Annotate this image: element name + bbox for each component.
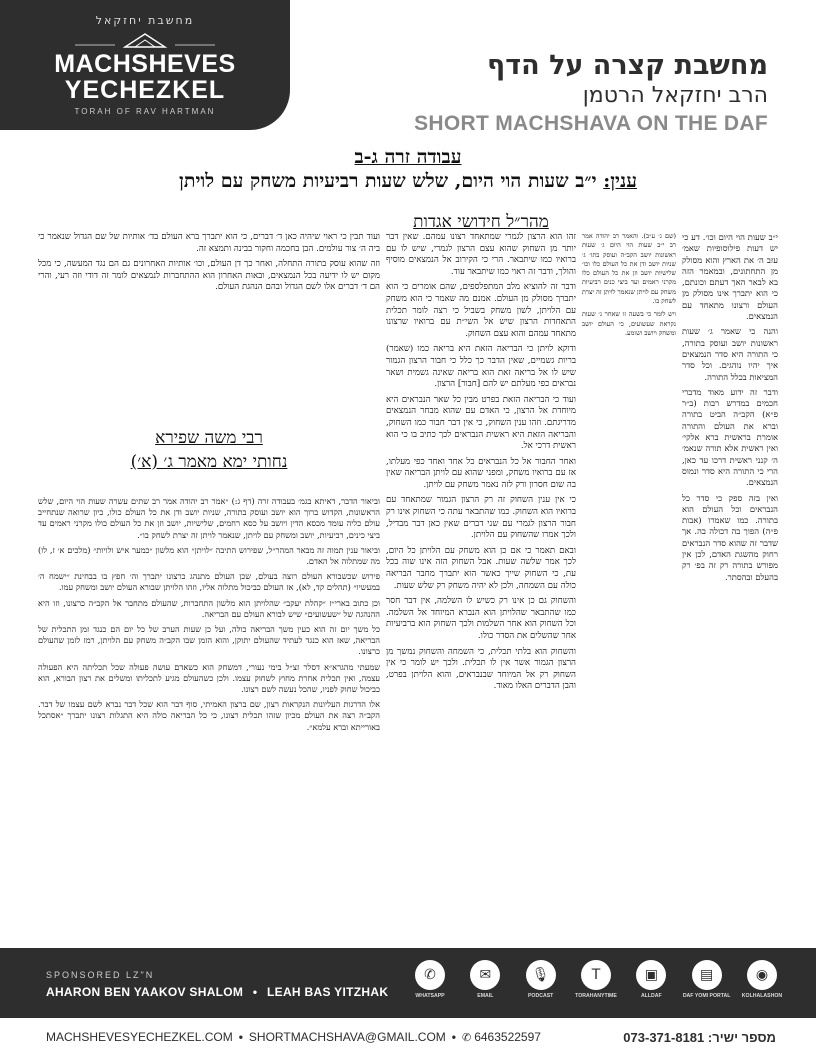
topic-text: י״ב שעות הוי היום, שלש שעות רביעיות משחק עם לויתן bbox=[179, 170, 597, 192]
icon-label: KOLHALASHON bbox=[741, 993, 783, 999]
phone-us[interactable]: 6463522597 bbox=[474, 1030, 541, 1044]
logo-tagline: TORAH OF RAV HARTMAN bbox=[74, 107, 216, 116]
paragraph: שמעתי מהגרא״א דסלר זצ״ל בימי נעורי, דמשחק הוא כשאדם עושה פעולה שכל תכליתה היא הפעולה עצמה, ואין תכלית אחרת מחוץ לשחוק עצמו. ולכן כשהעולם מגיע לתכליתו ומשלים את רצון הבורא, הוא כביכול שחוק לפניו, שהכל נעשה לשם רצונו. bbox=[38, 661, 380, 695]
icon-label: EMAIL bbox=[477, 993, 494, 999]
rmoshe-heading bbox=[38, 426, 380, 474]
logo-yechezkel: YECHEZKEL bbox=[64, 76, 226, 104]
paragraph: והשחוק הוא בלתי תכלית, כי השמחה והשחוק נמשך מן הרצון הגמור אשר אין לו תכלית. ולכך יש לומר כי אין השחוק רק אל המיוחד שבנבראים, והוא הלויתן בפרט, והבן הדברים האלו מאוד. bbox=[386, 646, 576, 692]
daf-yomi-portal-icon: ▤ bbox=[692, 960, 722, 990]
podcast-link[interactable] bbox=[521, 960, 561, 1012]
paragraph: כל משך יום זה הוא כעין משך הבריאה כולה, ועל כן שעות הערב של כל יום הם כנגד זמן התכלית של הבריאה, שאז הוא כנגד לעתיד שהעולם יתוקן, והוא הזמן שבו הקב״ה משחק עם הלויתן, רמז לזמן שהעולם כרצונו. bbox=[38, 624, 380, 657]
kolhalashon-icon: ◉ bbox=[747, 960, 777, 990]
icon-label: WHATSAPP bbox=[415, 993, 445, 999]
sponsor-separator: • bbox=[252, 985, 258, 999]
kolhalashon-link[interactable] bbox=[742, 960, 782, 1012]
paragraph: (שם ג׳ ע״ב). והאמר רב יהודה אמר רב י״ב שעות הוי היום ג׳ שעות ראשונות יושב הקב״ה ועוסק בתו׳ ג׳ שניות יושב ודן את כל העולם כלו וכו׳ שלישיות יושב וזן את כל העולם כלו מקרני ראמים ועד ביצי כנים רביעיות משחק עם לויתן שנאמר לויתן זה יצרת לשחק בו. bbox=[582, 232, 676, 306]
alldaf-icon: ▣ bbox=[636, 960, 666, 990]
paragraph: ובאם תאמר כי אם כן הוא משחק עם הלויתן כל היום, לכך אמר שלשה שעות. אבל השחוק הזה אינו שוה בכל עת, כי השחוק שייך כאשר הוא יתברך מחבר הבריאה כולה עם השמחה, ולכן לא יהיה משחק רק שלש שעות. bbox=[386, 545, 576, 591]
email-icon: ✉ bbox=[470, 960, 500, 990]
right-column bbox=[682, 232, 778, 940]
icon-label: DAF YOMI PORTAL bbox=[682, 993, 731, 999]
maharal-heading: מהר״ל חידושי אגדות bbox=[413, 212, 549, 232]
logo-block bbox=[0, 0, 290, 130]
website-link[interactable]: MACHSHEVESYECHEZKEL.COM bbox=[46, 1030, 233, 1044]
paragraph: והנה כי שאמר ג׳ שעות ראשונות יושב ועוסק בתורה, כי התורה היא סדר הנמצאים איך יהיו נוהגים. וכל סדר המציאות בכלל התורה. bbox=[682, 326, 778, 382]
paragraph: וכן כתוב בארי״ז ״קהלת יעקב״ שהלויתן הוא מלשון התחברות, שהעולם מתחבר אל הקב״ה כרצונו, וזו היא ההנהגה של ״שעשועים״ שיש לבורא העולם עם הבריאה. bbox=[38, 597, 380, 619]
left-bottom-column bbox=[38, 496, 380, 940]
paragraph: ודבר זה ידוע מאוד מדברי חכמים במדרש רבות (ב״ר פ״א) הקב״ה הביט בתורה וברא את העולם והתורה אומרת בראשית ברא אלקי׳ ואין ראשית אלא תורה שנאמ׳ ה׳ קנני ראשית דרכו עד כאן, הרי כי התורה היא סדר ונמוס הנמצאים. bbox=[682, 386, 778, 488]
rav-name-hebrew: הרב יחזקאל הרטמן bbox=[582, 83, 768, 108]
paragraph: ועוד כי הבריאה הזאת בפרט מבין כל שאר הנבראים היא מיוחדת אל הרצון, כי האדם עם שהוא מבחר הנמצאים מדריגתם. וזהו ענין השחוק, כי אין דבר חבור כמו השחוק, והבריאה הזאת היא ראשית הנבראים לכך כתיב בו כי הוא ראשית דרכי אל. bbox=[386, 394, 576, 452]
podcast-icon: 🎙 bbox=[526, 960, 556, 990]
topic-label: ענין: bbox=[603, 170, 637, 192]
margin-column bbox=[582, 232, 676, 592]
paragraph: והשחוק גם כן אינו רק כשיש לו השלמה, אין דבר חסר כמו שהתבאר שהלויתן הוא הנברא המיוחד אל השלמה. וכל השחוק הוא אחר השלמות ולכך השחוק הוא ברביעיות אחר שהשלים את הסדר כולו. bbox=[386, 596, 576, 641]
paragraph: ויש לומר כי בשעה זו שאחר ג׳ שעות נקראת שעשועים, כי העולם יושב ומשחק ויושב ושומע. bbox=[582, 310, 676, 337]
phone-israel[interactable]: 073-371-8181 bbox=[623, 1029, 705, 1045]
phone-israel-label: מספר ישיר: bbox=[707, 1029, 776, 1045]
contact-separator: • bbox=[451, 1030, 456, 1044]
paragraph: אלו הדרגות העליונות הנקראות רצון, שם ברצון האמיתי, סוף דבר הוא שכל דבר נברא לשם עצמו של דבר. הקב״ה רצה את העולם מכיון שזהו תכלית רצונו, כי כל הבריאה כולה היא התגלות רצונו יתברך ״אסתכל באורייתא וברא עלמא״. bbox=[38, 699, 380, 732]
whatsapp-link[interactable] bbox=[410, 960, 450, 1012]
alldaf-link[interactable] bbox=[631, 960, 671, 1012]
logo-emblem-icon bbox=[70, 31, 220, 49]
sponsor-name-1: AHARON BEN YAAKOV SHALOM bbox=[46, 985, 244, 999]
sponsor-label: SPONSORED LZ"N bbox=[46, 970, 155, 980]
logo-hebrew-text: מחשבת יחזקאל bbox=[95, 14, 195, 27]
contact-bar bbox=[0, 1018, 816, 1056]
title-block bbox=[414, 50, 768, 138]
paragraph: ואחר החבור אל כל הנבראים כל אחד ואחד כפי מעלתו, אז עם ברואיו משחק, ומפני שהוא עם לויתן הבריאה שאין בה שום חסרון ורק לזה נאמר משחק עם לויתן. bbox=[386, 456, 576, 490]
email-link[interactable] bbox=[465, 960, 505, 1012]
paragraph: פירוש שכשבורא העולם רוצה בעולם, שכן העולם מתנהג כרצונו יתברך וה׳ חפץ בו בבחינת ״ישמח ה׳ במעשיו״ (תהלים קד, לא), אז העולם כביכול מתלוה אליו, וזהו הלויתן שבורא העולם יושב ומשחק עמו. bbox=[38, 571, 380, 593]
title-hebrew: מחשבת קצרה על הדף bbox=[487, 50, 768, 81]
icon-label: ALLDAF bbox=[640, 993, 662, 999]
paragraph: וביאור הדבר, דאיתא בגמ׳ בעבודה זרה (דף ג:) ״אמר רב יהודה אמר רב שתים עשרה שעות הוי היום, שלש הראשונות, הקדוש ברוך הוא יושב ועוסק בתורה, שניות יושב ודן את כל העולם כולו, כיון שרואה שנתחייב עולם כליה עומד מכסא הדין ויושב על כסא רחמים, שלישיות, יושב וזן את כל העולם כולו מקרני ראמים עד ביצי כינים, רביעיות, יושב ומשחק עם לויתן, שנאמר לויתן זה יצרת לשחק בו״. bbox=[38, 496, 380, 540]
sponsor-names bbox=[46, 985, 388, 999]
phone-israel-block bbox=[623, 1030, 776, 1045]
paragraph: וביאור ענין תמוה זה מבאר המהר״ל, שפירוש התיבה ״לויתן״ הוא מלשון ״כמער איש ולויות״ (מלכים א׳ ז, לו) מה שמתלוה אל האדם. bbox=[38, 544, 380, 567]
logo-machsheves: MACHSHEVES bbox=[54, 50, 236, 78]
icon-label: PODCAST bbox=[527, 993, 554, 999]
sponsor-name-2: LEAH BAS YITZHAK bbox=[267, 985, 389, 999]
platform-icons bbox=[410, 960, 782, 1012]
phone-icon: ✆ bbox=[461, 1031, 472, 1044]
paragraph: ואין בזה ספק כי סדר כל הנבראים וכל העולם הוא בתורה. כמו שאמרו (אבות פ״ה) הפוך בה דכולה בה. אך שדבר זה שהוא סדר הנבראים רחוק מהשגת האדם, לכן אין מפורש בתורה רק זה בפ׳ רק בהעלם ובהסתר. bbox=[682, 492, 778, 582]
rmoshe-heading-line1: רבי משה שפירא bbox=[155, 428, 263, 448]
topic-line bbox=[38, 170, 778, 193]
paragraph: כי אין ענין השחוק זה רק הרצון הגמור שמתאחד עם ברואיו הוא השחוק. כמו שהתבאר עתה כי השחוק אינו רק חבור הרצון לגמרי עם שני דברים שאין כאן דבר מבדיל, ולכך אמרו שהשחוק עם הלויתן. bbox=[386, 495, 576, 541]
torahanytime-icon: T bbox=[581, 960, 611, 990]
contact-separator: • bbox=[238, 1030, 243, 1044]
daf-yomi-portal-link[interactable] bbox=[682, 960, 731, 1012]
paragraph: זהו הוא הרצון לגמרי שמתאחד רצונו עמהם. שאין דבר יותר מן השחוק שהוא עצם הרצון לגמרי, שיש לו עם ברואיו כמו שיתבאר. הרי כי הקירוב אל הנמצאים מוסיף והולך, ודבר זה ראוי כמו שיתבאר עוד. bbox=[386, 232, 576, 277]
whatsapp-icon: ✆ bbox=[415, 960, 445, 990]
email-address-link[interactable]: SHORTMACHSHAVA@GMAIL.COM bbox=[248, 1030, 446, 1044]
icon-label: TORAHANYTIME bbox=[575, 993, 617, 999]
paragraph: ודבר זה להוציא מלב המתפלספים, שהם אומרים כי הוא יתברך מסולק מן העולם. אמנם מה שאמר כי הוא משחק עם הלויתן, לשון משחק בשביל כי רצה לומר תכלית התאחדות הרצון שיש אל השי״ת עם ברואיו שרצונו מתאחד עמהם והוא עצם השחוק. bbox=[386, 282, 576, 339]
title-english: SHORT MACHSHAVA ON THE DAF bbox=[414, 112, 768, 135]
paragraph: ודוקא לויתן כי הבריאה הזאת היא בריאה כמו (שאמר) בריות גשמיים, שאין הדבר כך כלל כי חבור הרצון הגמור שיש לו אל בריאה זאת הוא בריאה שאינה גשמית ושאר נבראים כפי מעלתם יש להם [חבור] הרצון. bbox=[386, 344, 576, 390]
paragraph: ועוד תבין כי ראוי שיהיה כאן ד׳ דברים, כי הוא יתברך ברא העולם בד׳ אותיות של שם הגדול שנאמר כי ביה ה׳ צור עולמים. הבן בחכמה וחקור בבינה ותמצא זה. bbox=[38, 232, 380, 254]
daf-reference: עבודה זרה ג-ב bbox=[354, 146, 462, 168]
torahanytime-link[interactable] bbox=[576, 960, 616, 1012]
rmoshe-heading-line2: נחותי ימא מאמר ג׳ (א׳) bbox=[130, 452, 288, 472]
paragraph: וזה שהוא עוסק בתורה התחלה, ואחר כך דן העולם, וכו׳ אותיות האחרונים גם הם נגד המעשה, כי מכל מקום יש לו ידיעה בכל הנמצאים, ובאות האחרון הוא ההתחברות לנמצאים לומר זה דודי וזה רעי, והרי הם ד׳ דברים אלו לשם הגדול ובהם הנהגת העולם. bbox=[38, 259, 380, 293]
paragraph: י״ב שעות הוי היום וכו׳. דע כי יש דעות פילוסופיות שאמ׳ עזב ה׳ את הארץ והוא מסולק מן התחתונים, ובמאמר הזה בא לבאר האך דעתם וכונתם, כי הוא יתברך אינו מסולק מן העולם ורצונו מתאחד עם הנמצאים. bbox=[682, 232, 778, 322]
middle-column bbox=[386, 232, 576, 940]
left-top-column bbox=[38, 232, 380, 382]
